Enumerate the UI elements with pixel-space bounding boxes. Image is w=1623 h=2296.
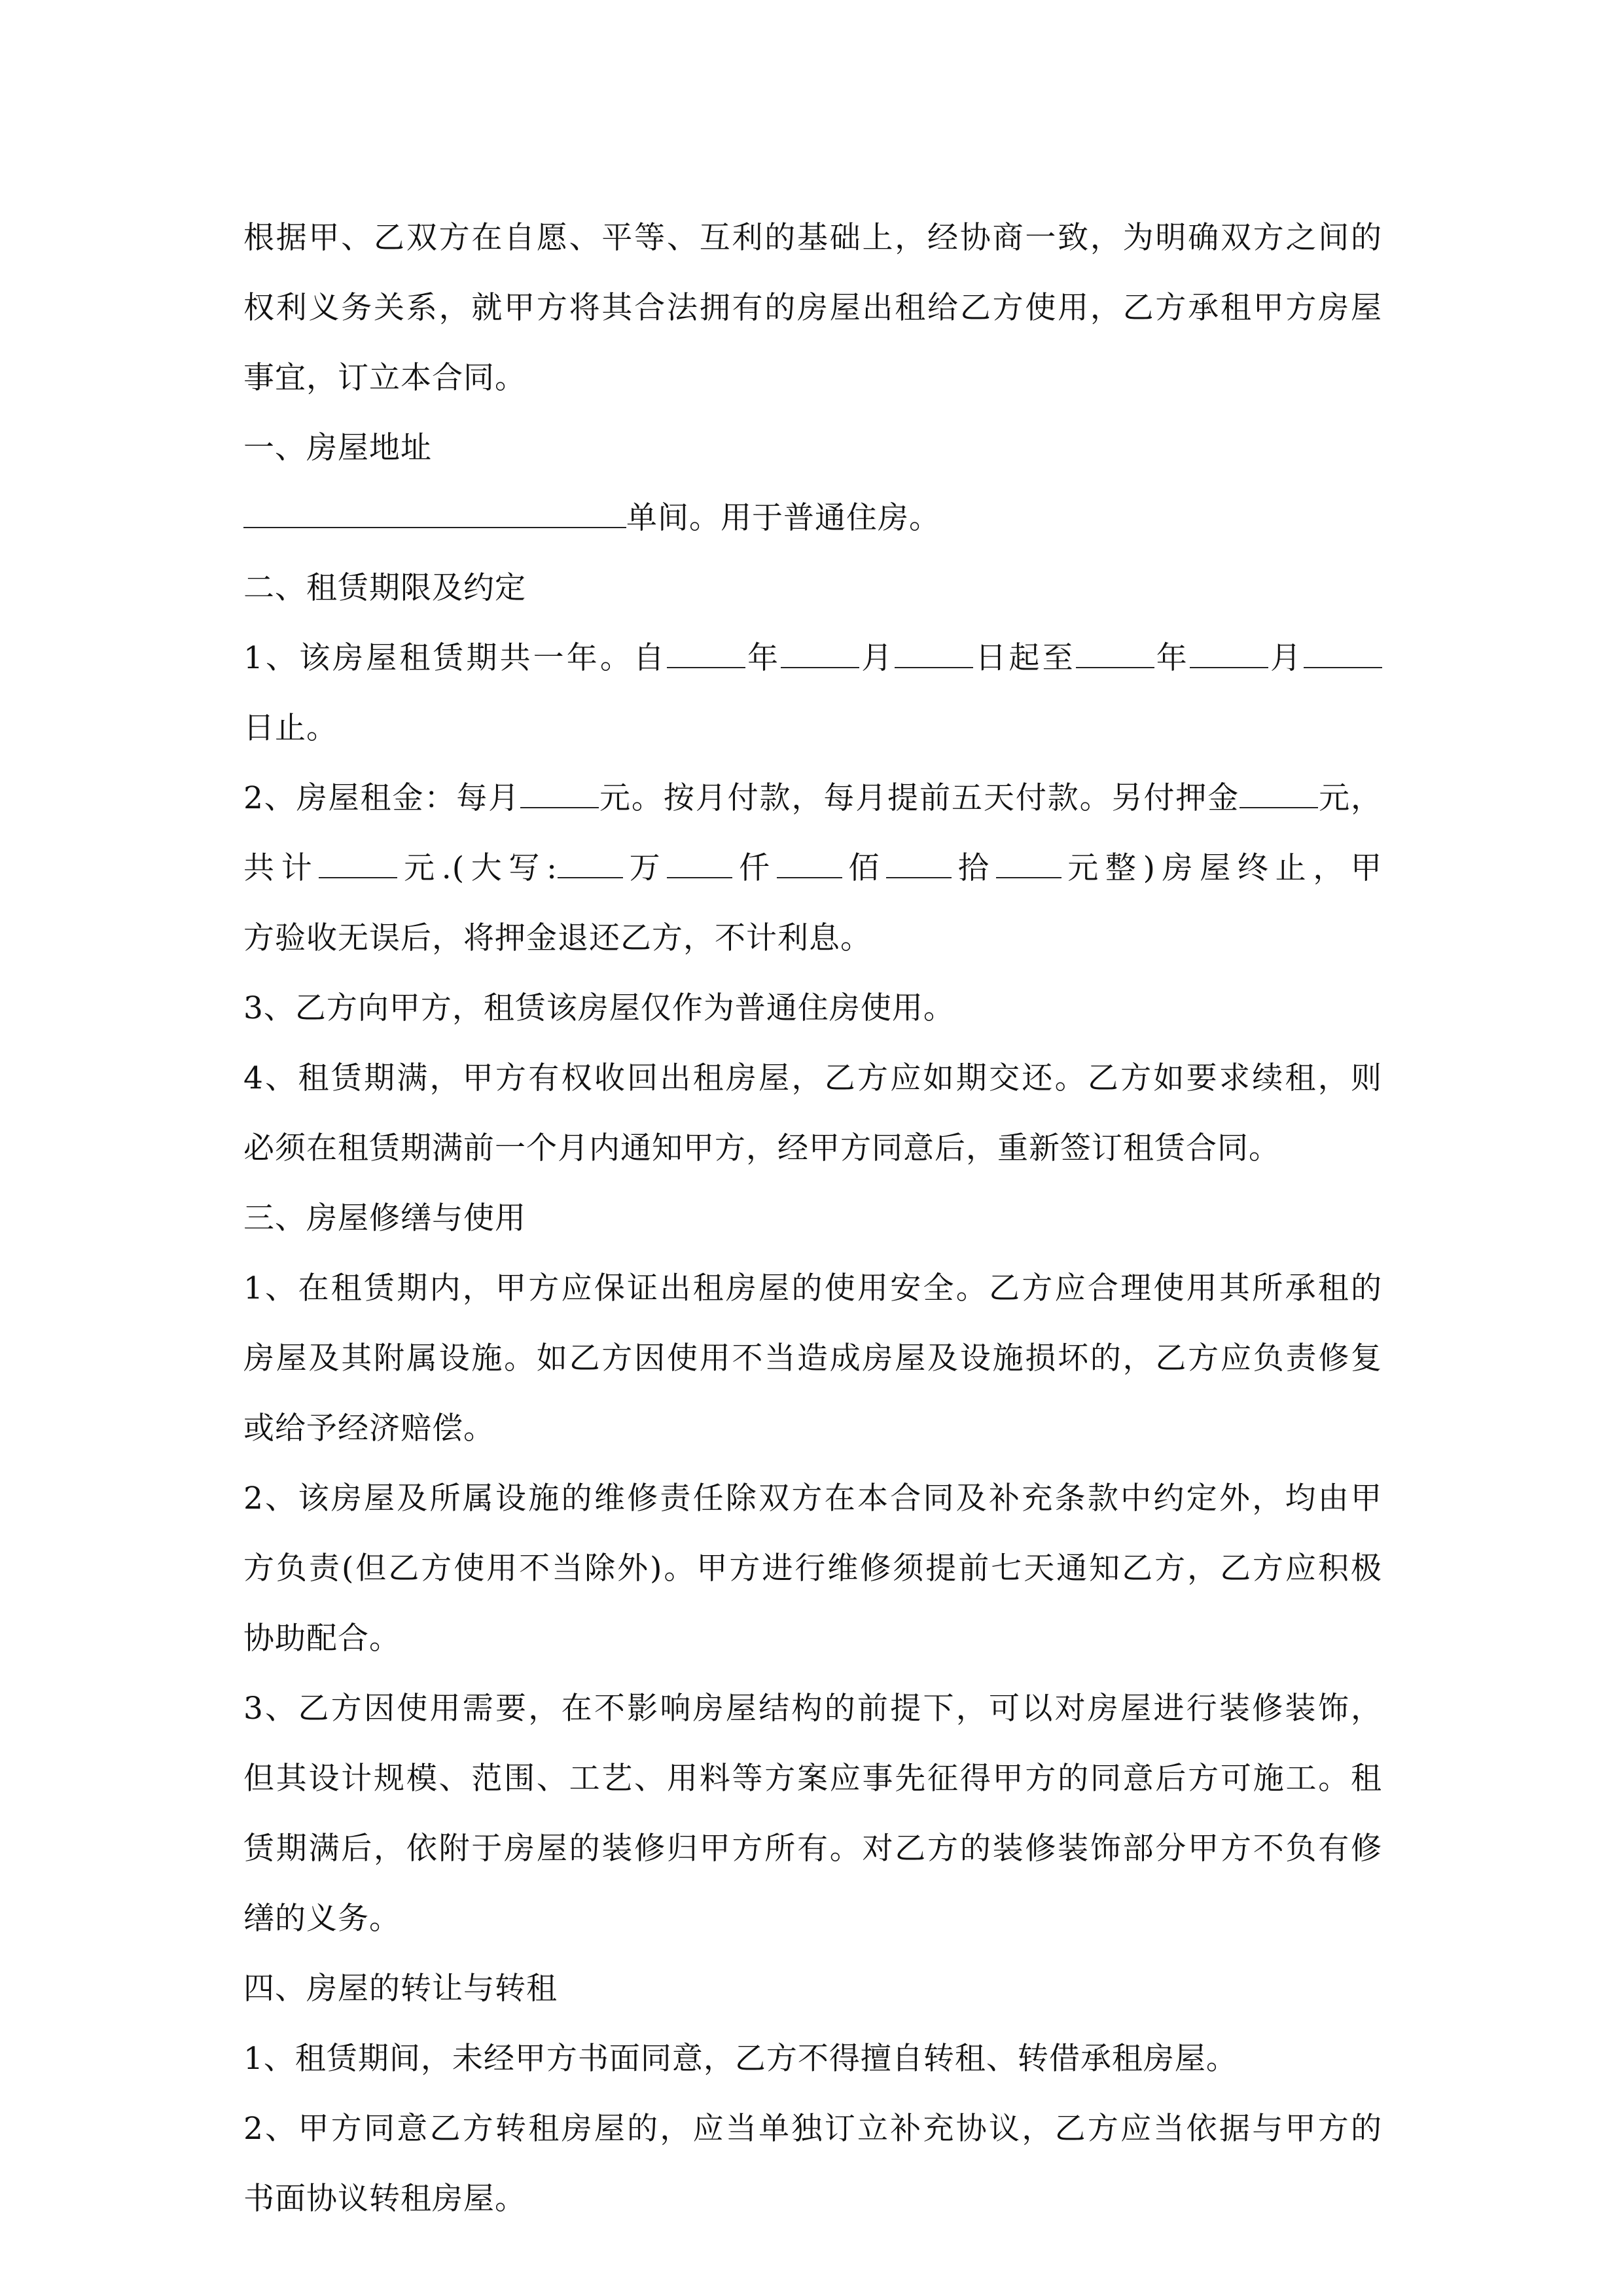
- deposit-blank: [1240, 783, 1318, 808]
- clause-2-2-line-2: [243, 833, 1382, 903]
- start-month-label: 月: [859, 640, 895, 676]
- intro-line-3: 事宜，订立本合同。: [243, 360, 526, 396]
- end-month-label: 月: [1268, 640, 1304, 676]
- end-month-blank: [1190, 643, 1268, 668]
- clause-2-4-line-2: 必须在租赁期满前一个月内通知甲方，经甲方同意后，重新签订租赁合同。: [243, 1130, 1280, 1166]
- clause-3-3-line-1: 3、乙方因使用需要，在不影响房屋结构的前提下，可以对房屋进行装修装饰，: [243, 1691, 1382, 1727]
- clause-2-2-line-1: [243, 763, 1382, 833]
- clause-3-3-line-3: 赁期满后，依附于房屋的装修归甲方所有。对乙方的装修装饰部分甲方不负有修: [243, 1831, 1382, 1867]
- deposit-unit: 元，: [1318, 780, 1383, 816]
- wan-blank: [558, 853, 623, 878]
- bai-blank: [777, 853, 842, 878]
- qian-label: 仟: [732, 850, 777, 886]
- address-line: [243, 483, 1382, 553]
- clause-3-1-line-3: 或给予经济赔偿。: [243, 1410, 495, 1446]
- section-4-heading: 四、房屋的转让与转租: [243, 1971, 558, 2007]
- clause-2-3: 3、乙方向甲方，租赁该房屋仅作为普通住房使用。: [243, 990, 955, 1026]
- wan-label: 万: [622, 850, 668, 886]
- total-blank: [319, 853, 397, 878]
- clause-2-2-line-3: 方验收无误后，将押金退还乙方，不计利息。: [243, 920, 872, 956]
- start-year-blank: [667, 643, 745, 668]
- yuan-label: 元整)房屋终止，甲: [1061, 850, 1383, 886]
- address-suffix: 单间。用于普通住房。: [626, 500, 940, 536]
- clause-2-1-line-2: 日止。: [243, 710, 338, 746]
- section-1-heading: 一、房屋地址: [243, 430, 432, 466]
- clause-3-3-line-2: 但其设计规模、范围、工艺、用料等方案应事先征得甲方的同意后方可施工。租: [243, 1761, 1382, 1797]
- start-day-blank: [895, 643, 973, 668]
- clause-4-1: 1、租赁期间，未经甲方书面同意，乙方不得擅自转租、转借承租房屋。: [243, 2041, 1238, 2077]
- clause-3-2-line-3: 协助配合。: [243, 1621, 401, 1657]
- total-label: 共计: [243, 850, 319, 886]
- intro-line-2: 权利义务关系，就甲方将其合法拥有的房屋出租给乙方使用，乙方承租甲方房屋: [243, 290, 1382, 326]
- end-day-blank: [1304, 643, 1382, 668]
- shi-blank: [886, 853, 952, 878]
- clause-4-2-line-1: 2、甲方同意乙方转租房屋的，应当单独订立补充协议，乙方应当依据与甲方的: [243, 2111, 1382, 2147]
- clause-3-1-line-1: 1、在租赁期内，甲方应保证出租房屋的使用安全。乙方应合理使用其所承租的: [243, 1270, 1382, 1306]
- start-to-label: 日起至: [973, 640, 1076, 676]
- clause-3-3-line-4: 缮的义务。: [243, 1901, 401, 1937]
- contract-body: [243, 203, 1382, 2234]
- shi-label: 拾: [952, 850, 996, 886]
- end-year-blank: [1076, 643, 1154, 668]
- payment-terms-text: 元。按月付款，每月提前五天付款。另付押金: [599, 780, 1240, 816]
- yuan-blank: [996, 853, 1061, 878]
- intro-line-1: 根据甲、乙双方在自愿、平等、互利的基础上，经协商一致，为明确双方之间的: [243, 220, 1382, 256]
- qian-blank: [667, 853, 732, 878]
- clause-4-2-line-2: 书面协议转租房屋。: [243, 2181, 526, 2217]
- clause-2-1-text: 1、该房屋租赁期共一年。自: [243, 640, 667, 676]
- start-year-label: 年: [745, 640, 781, 676]
- bai-label: 佰: [842, 850, 887, 886]
- rent-text: 2、房屋租金：每月: [243, 780, 521, 816]
- monthly-rent-blank: [520, 783, 599, 808]
- clause-3-1-line-2: 房屋及其附属设施。如乙方因使用不当造成房屋及设施损坏的，乙方应负责修复: [243, 1340, 1382, 1376]
- address-blank: [243, 503, 626, 528]
- capital-label: 元.(大写:: [397, 850, 558, 886]
- clause-3-2-line-1: 2、该房屋及所属设施的维修责任除双方在本合同及补充条款中约定外，均由甲: [243, 1480, 1382, 1516]
- section-2-heading: 二、租赁期限及约定: [243, 570, 526, 606]
- start-month-blank: [781, 643, 859, 668]
- clause-2-1-line-1: [243, 623, 1382, 693]
- section-3-heading: 三、房屋修缮与使用: [243, 1200, 526, 1236]
- end-year-label: 年: [1154, 640, 1190, 676]
- clause-2-4-line-1: 4、租赁期满，甲方有权收回出租房屋，乙方应如期交还。乙方如要求续租，则: [243, 1060, 1382, 1096]
- clause-3-2-line-2: 方负责(但乙方使用不当除外)。甲方进行维修须提前七天通知乙方，乙方应积极: [243, 1551, 1382, 1587]
